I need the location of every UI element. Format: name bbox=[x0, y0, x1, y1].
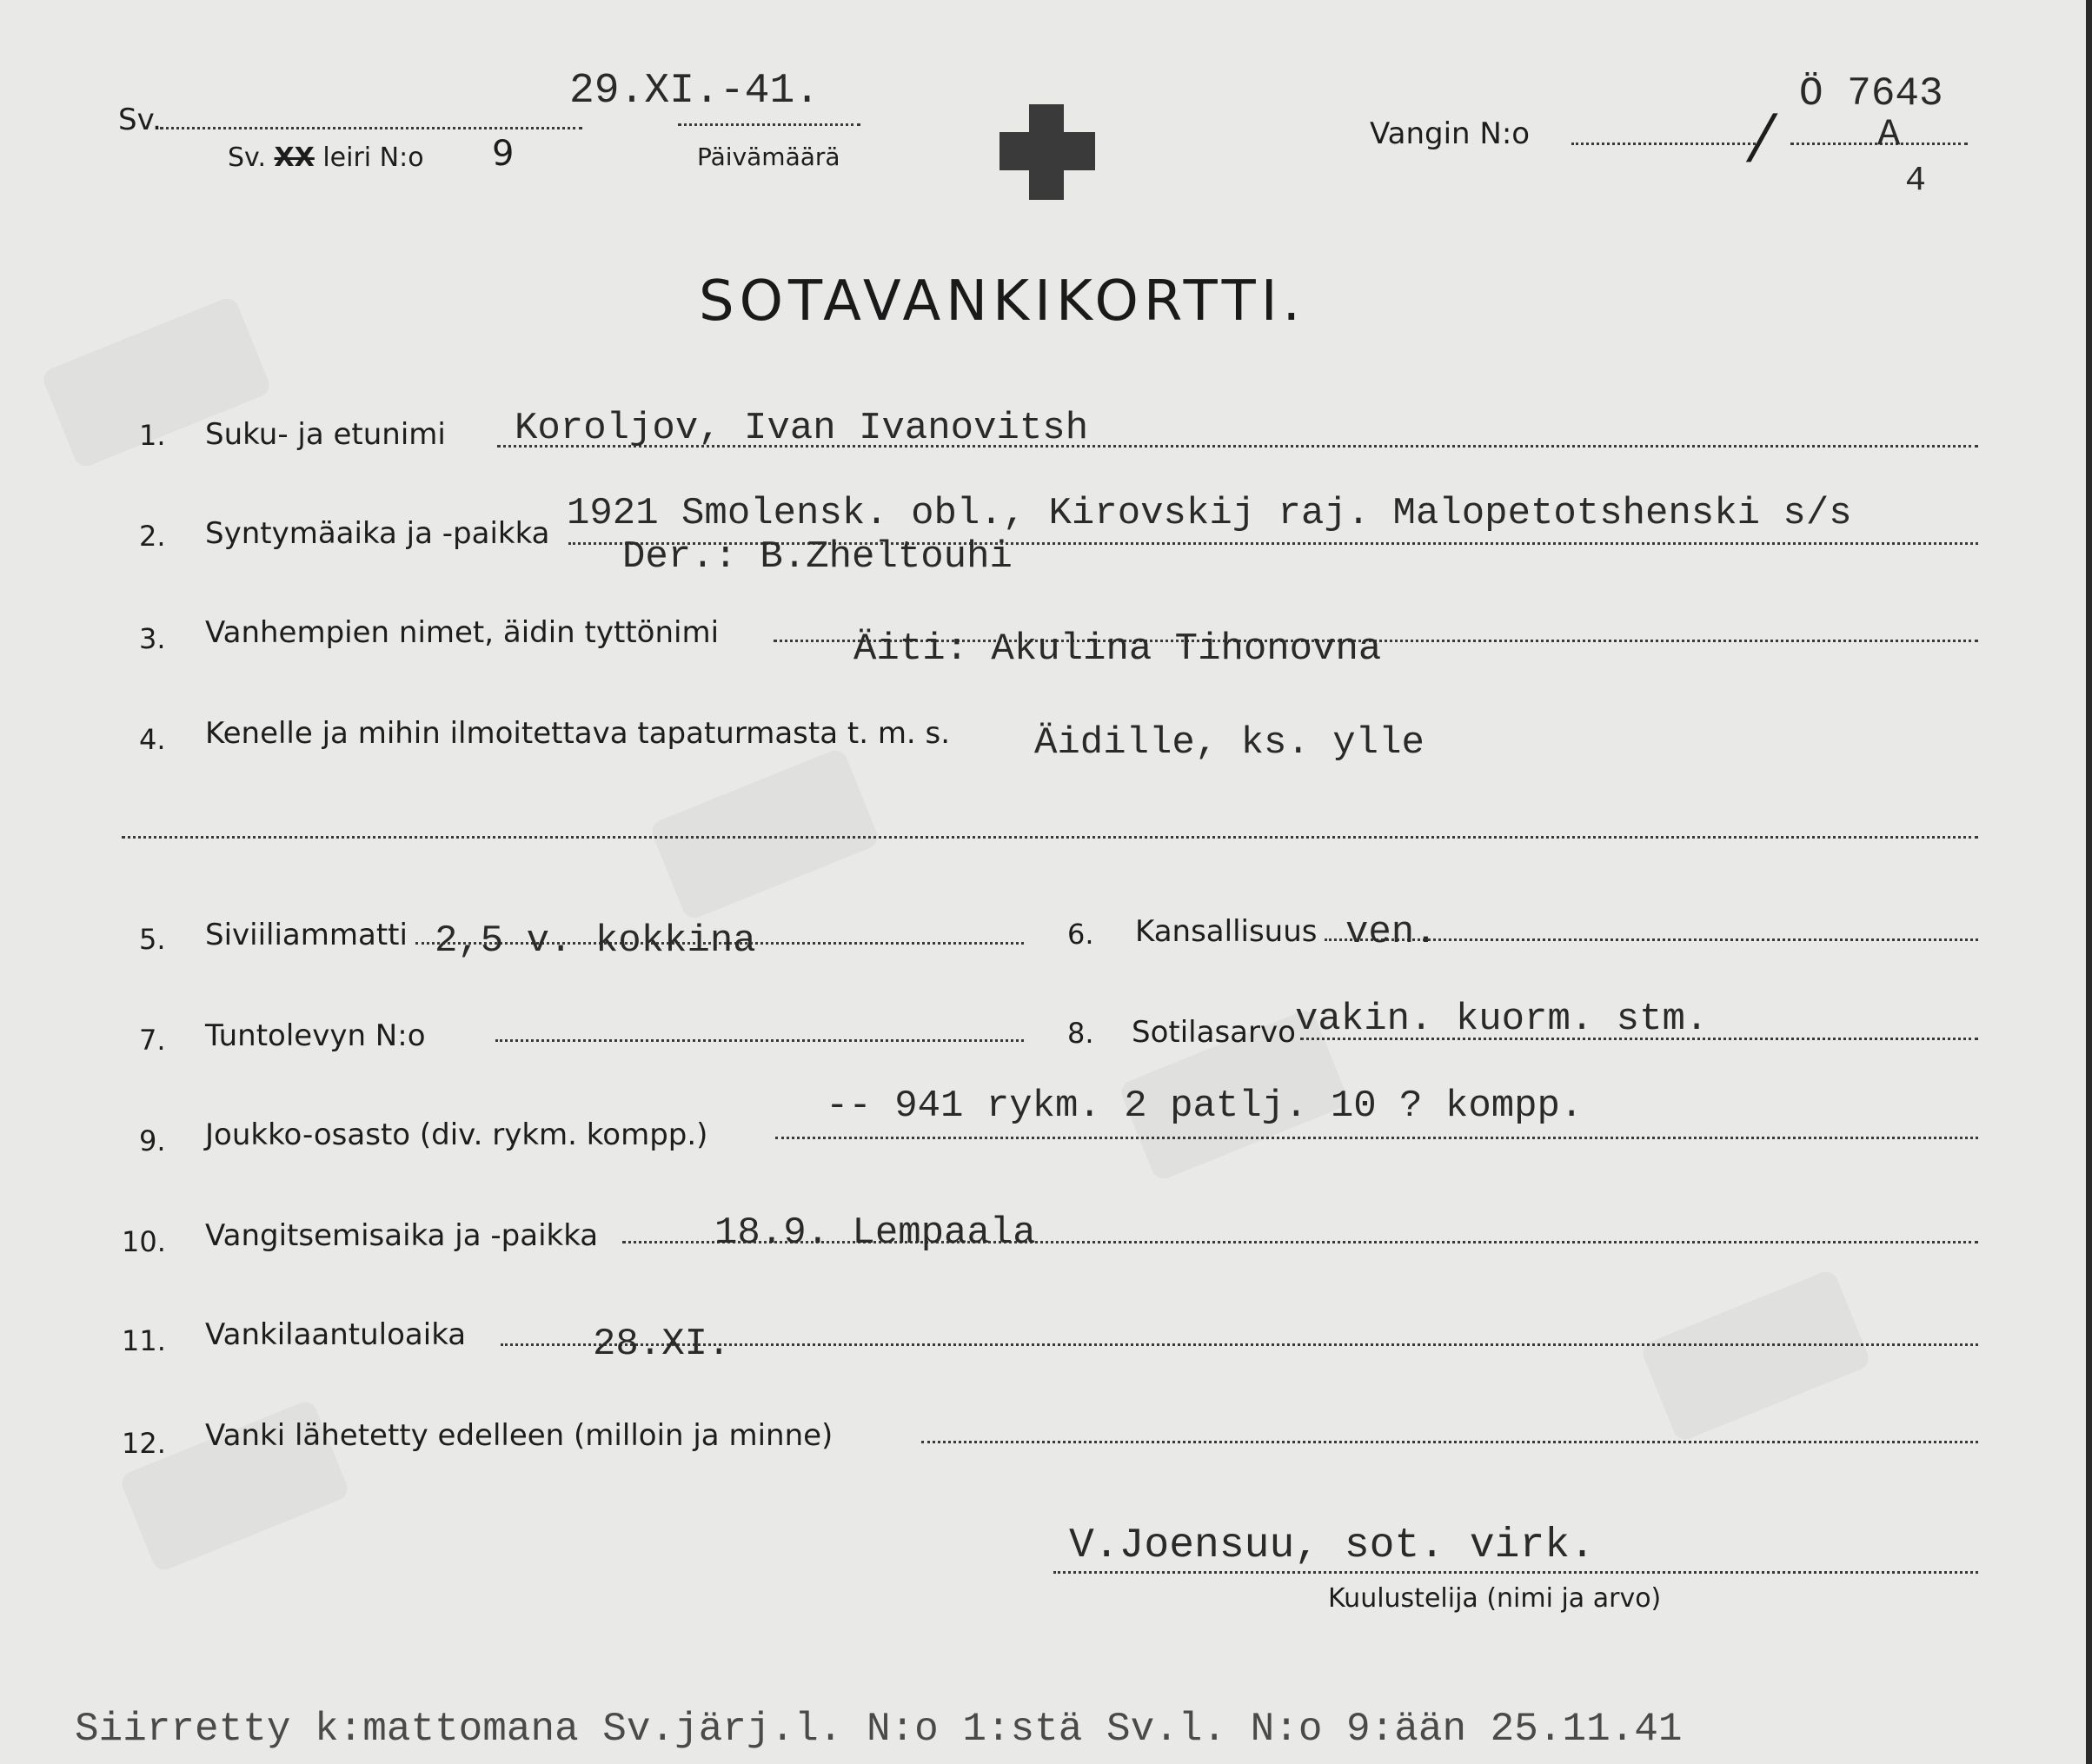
field-number: 7. bbox=[139, 1024, 166, 1057]
field-value-unit: -- 941 rykm. 2 patlj. 10 ? kompp. bbox=[826, 1084, 1584, 1128]
field-value-name: Koroljov, Ivan Ivanovitsh bbox=[515, 407, 1089, 450]
field-value-birth-village: Der.: B.Zheltouhi bbox=[622, 535, 1013, 579]
prisoner-no-value: Ö 7643 bbox=[1799, 71, 1943, 116]
watermark-stamp bbox=[1639, 1268, 1871, 1442]
interrogator-signature: V.Joensuu, sot. virk. bbox=[1069, 1522, 1595, 1569]
red-cross-icon-bar bbox=[1000, 132, 1095, 170]
field-label-birth: Syntymäaika ja -paikka bbox=[205, 516, 550, 551]
field-line-tag bbox=[495, 1039, 1024, 1042]
prisoner-no-letter: A bbox=[1877, 113, 1901, 156]
camp-number: 9 bbox=[492, 134, 515, 174]
field-value-notify: Äidille, ks. ylle bbox=[1034, 721, 1425, 765]
field-number: 4. bbox=[139, 723, 166, 756]
field-label-parents: Vanhempien nimet, äidin tyttönimi bbox=[205, 615, 720, 650]
field-label-name: Suku- ja etunimi bbox=[205, 417, 446, 452]
date-label: Päivämäärä bbox=[697, 143, 840, 171]
field-value-capture: 18.9. Lempaala bbox=[714, 1211, 1036, 1255]
prisoner-no-dotted-line bbox=[1571, 143, 1756, 145]
field-number: 8. bbox=[1067, 1017, 1094, 1050]
field-label-nationality: Kansallisuus bbox=[1135, 914, 1318, 949]
field-line-unit bbox=[775, 1137, 1978, 1139]
prisoner-no-label: Vangin N:o bbox=[1370, 116, 1531, 151]
footer-transfer-note: Siirretty k:mattomana Sv.järj.l. N:o 1:stä Sv.l. N:o 9:ään 25.11.41 bbox=[75, 1707, 1683, 1752]
field-number: 5. bbox=[139, 923, 166, 956]
field-number: 12. bbox=[122, 1427, 166, 1460]
field-value-rank: vakin. kuorm. stm. bbox=[1295, 998, 1709, 1041]
prisoner-no-sub: 4 bbox=[1905, 162, 1927, 201]
field-label-tag: Tuntolevyn N:o bbox=[205, 1018, 426, 1053]
field-number: 11. bbox=[122, 1324, 166, 1357]
field-label-notify: Kenelle ja mihin ilmoitettava tapaturmasta t. m. s. bbox=[205, 716, 951, 751]
field-label-capture: Vangitsemisaika ja -paikka bbox=[205, 1218, 599, 1253]
field-label-transfer: Vanki lähetetty edelleen (milloin ja minne) bbox=[205, 1418, 833, 1453]
prisoner-no-slash: / bbox=[1743, 103, 1781, 171]
field-number: 1. bbox=[139, 419, 166, 452]
field-number: 6. bbox=[1067, 918, 1094, 951]
field-number: 2. bbox=[139, 520, 166, 553]
date-dotted-line bbox=[678, 123, 860, 126]
field-label-rank: Sotilasarvo bbox=[1132, 1015, 1296, 1050]
field-value-occupation: 2,5 v. kokkina bbox=[435, 919, 756, 963]
field-line-notify bbox=[122, 836, 1978, 839]
field-label-occupation: Siviiliammatti bbox=[205, 918, 408, 952]
header-date-value: 29.XI.-41. bbox=[569, 68, 820, 115]
field-value-birth: 1921 Smolensk. obl., Kirovskij raj. Malopetotshenski s/s bbox=[567, 492, 1852, 535]
watermark-stamp bbox=[648, 746, 880, 921]
signature-label: Kuulustelija (nimi ja arvo) bbox=[1328, 1583, 1662, 1614]
field-number: 10. bbox=[122, 1225, 166, 1258]
field-value-arrival: 28.XI. bbox=[593, 1323, 731, 1366]
field-number: 9. bbox=[139, 1124, 166, 1157]
field-line-transfer bbox=[921, 1441, 1978, 1443]
sv-dotted-line bbox=[160, 127, 582, 129]
camp-struck: XX bbox=[274, 143, 315, 173]
field-label-unit: Joukko-osasto (div. rykm. kompp.) bbox=[205, 1117, 708, 1152]
field-label-arrival: Vankilaantuloaika bbox=[205, 1317, 467, 1352]
page-title: SOTAVANKIKORTTI. bbox=[699, 269, 1305, 334]
field-value-parents: Äiti: Akulina Tihonovna bbox=[853, 627, 1382, 671]
camp-label: Sv. XX leiri N:o bbox=[228, 143, 424, 173]
sv-prefix: Sv. bbox=[118, 103, 162, 137]
field-value-nationality: ven. bbox=[1345, 911, 1438, 954]
signature-line bbox=[1053, 1571, 1978, 1574]
field-number: 3. bbox=[139, 622, 166, 655]
